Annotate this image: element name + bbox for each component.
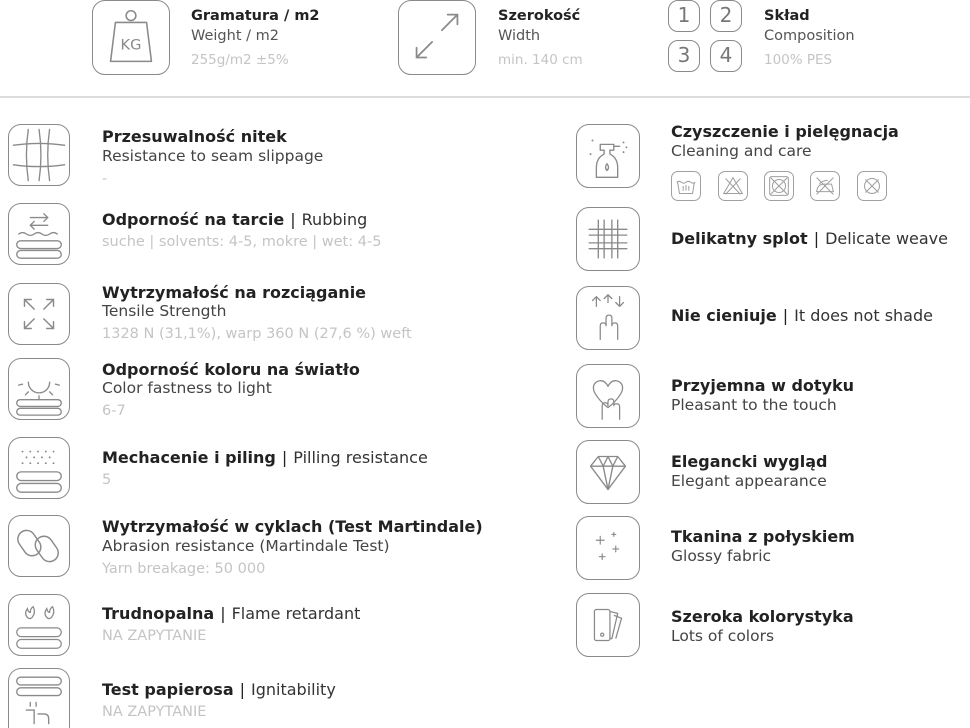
ignitability-title-en: Ignitability — [251, 680, 336, 699]
martindale-subtitle: Abrasion resistance (Martindale Test) — [102, 537, 390, 555]
glossy-subtitle: Glossy fabric — [671, 547, 772, 565]
martindale-title: Wytrzymałość w cyklach (Test Martindale) — [102, 517, 483, 536]
rubbing-value: suche | solvents: 4-5, mokre | wet: 4-5 — [102, 234, 382, 250]
composition-subtitle: Composition — [764, 28, 855, 44]
martindale-value: Yarn breakage: 50 000 — [102, 561, 266, 577]
sparkle-icon — [576, 516, 640, 580]
glossy-title: Tkanina z połyskiem — [671, 527, 855, 546]
hand-heart-icon — [576, 364, 640, 428]
weight-title: Gramatura / m2 — [191, 8, 320, 24]
flame-title-en: Flame retardant — [231, 604, 361, 623]
no-tumble-dry-icon — [764, 171, 794, 201]
separator: | — [782, 306, 789, 325]
rubbing-icon — [8, 203, 70, 265]
composition-title: Skład — [764, 8, 810, 24]
no-dry-clean-icon — [857, 171, 887, 201]
weight-value: 255g/m2 ±5% — [191, 52, 289, 68]
width-value: min. 140 cm — [498, 52, 583, 68]
sun-light-icon — [8, 358, 70, 420]
ignitability-title — [102, 680, 336, 699]
care-title: Czyszczenie i pielęgnacja — [671, 122, 899, 141]
elegant-title: Elegancki wygląd — [671, 452, 828, 471]
rubbing-title — [102, 210, 367, 229]
tensile-value: 1328 N (31,1%), warp 360 N (27,6 %) weft — [102, 326, 412, 342]
colors-subtitle: Lots of colors — [671, 627, 775, 645]
weave-title-en: Delicate weave — [825, 229, 948, 248]
thread-grid-icon — [8, 124, 70, 186]
no-bleach-icon — [718, 171, 748, 201]
weave-title-pl: Delikatny splot — [671, 229, 808, 248]
rubbing-title-en: Rubbing — [301, 210, 368, 229]
cigarette-icon — [8, 668, 70, 728]
number-2: 2 — [710, 0, 742, 32]
pilling-title-en: Pilling resistance — [293, 448, 428, 467]
weave-title — [671, 229, 948, 248]
elegant-subtitle: Elegant appearance — [671, 472, 827, 490]
number-3: 3 — [668, 40, 700, 72]
seam-slippage-subtitle: Resistance to seam slippage — [102, 147, 324, 165]
touch-subtitle: Pleasant to the touch — [671, 396, 837, 414]
flame-title — [102, 604, 360, 623]
composition-value: 100% PES — [764, 52, 833, 68]
separator: | — [220, 604, 226, 623]
weave-icon — [576, 207, 640, 271]
shade-title-pl: Nie cieniuje — [671, 306, 777, 325]
svg-text:KG: KG — [120, 36, 142, 54]
kg-weight-icon — [92, 0, 170, 75]
separator: | — [281, 448, 288, 467]
shade-title — [671, 306, 933, 325]
colors-title: Szeroka kolorystyka — [671, 607, 854, 626]
spray-bottle-icon — [576, 124, 640, 188]
chain-links-icon — [8, 515, 70, 577]
light-fastness-subtitle: Color fastness to light — [102, 379, 272, 397]
pilling-icon — [8, 437, 70, 499]
diamond-icon — [576, 440, 640, 504]
seam-slippage-value: - — [102, 171, 108, 187]
ignitability-value: NA ZAPYTANIE — [102, 704, 207, 720]
ignitability-title-pl: Test papierosa — [102, 680, 234, 699]
rubbing-title-pl: Odporność na tarcie — [102, 210, 285, 229]
touch-title: Przyjemna w dotyku — [671, 376, 855, 395]
light-fastness-title: Odporność koloru na światło — [102, 360, 360, 379]
width-subtitle: Width — [498, 28, 541, 44]
light-fastness-value: 6-7 — [102, 403, 126, 419]
weight-subtitle: Weight / m2 — [191, 28, 279, 44]
flame-title-pl: Trudnopalna — [102, 604, 215, 623]
hand-arrows-icon — [576, 286, 640, 350]
pilling-title-pl: Mechacenie i piling — [102, 448, 276, 467]
tensile-title: Wytrzymałość na rozciąganie — [102, 283, 367, 302]
separator: | — [813, 229, 820, 248]
separator: | — [239, 680, 246, 699]
shade-title-en: It does not shade — [794, 306, 933, 325]
tensile-arrows-icon — [8, 283, 70, 345]
flame-value: NA ZAPYTANIE — [102, 628, 207, 644]
separator: | — [290, 210, 296, 229]
header-divider — [0, 96, 970, 98]
seam-slippage-title: Przesuwalność nitek — [102, 127, 287, 146]
expand-arrows-icon — [398, 0, 476, 75]
tensile-subtitle: Tensile Strength — [102, 302, 227, 320]
pilling-value: 5 — [102, 472, 112, 488]
number-4: 4 — [710, 40, 742, 72]
no-iron-icon — [810, 171, 840, 201]
care-subtitle: Cleaning and care — [671, 142, 812, 160]
numbers-grid-icon — [668, 0, 748, 75]
pilling-title — [102, 448, 428, 467]
width-title: Szerokość — [498, 8, 581, 24]
number-1: 1 — [668, 0, 700, 32]
flame-icon — [8, 594, 70, 656]
color-swatches-icon — [576, 593, 640, 657]
hand-wash-icon — [671, 171, 701, 201]
